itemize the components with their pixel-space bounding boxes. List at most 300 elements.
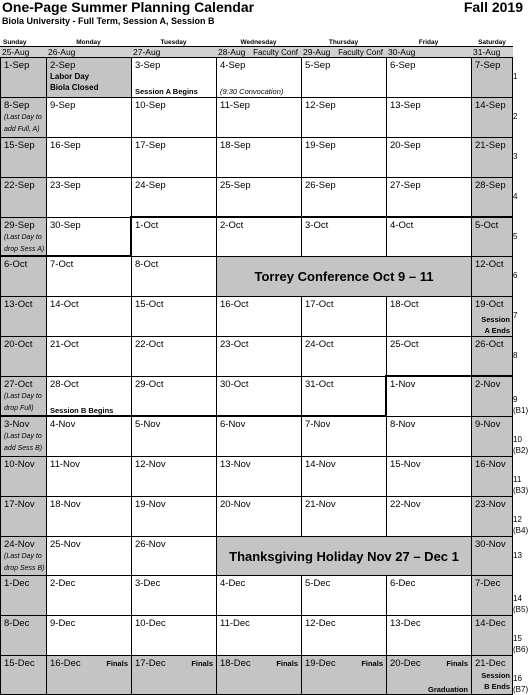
- finals-label: Finals: [191, 659, 213, 668]
- month-divider: [385, 375, 512, 377]
- date-label: 10-Dec: [135, 618, 166, 629]
- date-label: 5-Oct: [475, 220, 499, 231]
- date-label: 20-Sep: [390, 140, 421, 151]
- day-cell: [216, 615, 301, 655]
- day-cell: [471, 177, 513, 217]
- date-label: 6-Sep: [390, 60, 416, 71]
- date-label: 27-Oct: [4, 379, 33, 390]
- day-cell: [301, 177, 386, 217]
- day-cell: [471, 57, 513, 97]
- date-label: 22-Sep: [4, 180, 35, 191]
- week-index: 9: [513, 395, 518, 404]
- day-cell: [0, 137, 46, 177]
- week-number: [513, 673, 528, 695]
- august-date-cell: [216, 46, 301, 57]
- date-label: 20-Oct: [4, 339, 33, 350]
- day-cell: [216, 416, 301, 456]
- date-label: 9-Nov: [475, 419, 501, 430]
- week-index: 13: [513, 551, 522, 560]
- session-b-week: (B4): [513, 526, 529, 535]
- day-cell: [0, 97, 46, 137]
- day-cell: [46, 97, 131, 137]
- day-cell: [386, 416, 471, 456]
- date-label: 15-Dec: [4, 658, 35, 669]
- week-index: 15: [513, 634, 522, 643]
- session-b-week: (B5): [513, 605, 529, 614]
- date-label: 24-Nov: [4, 539, 35, 550]
- day-cell: [471, 137, 513, 177]
- finals-label: Finals: [446, 659, 468, 668]
- day-cell: [131, 456, 216, 496]
- week-index: 7: [513, 311, 518, 320]
- date-label: 31-Aug: [473, 47, 501, 57]
- day-cell: [0, 57, 46, 97]
- weekday-header: Friday: [418, 39, 439, 46]
- date-label: 12-Dec: [305, 618, 336, 629]
- session-end-label: A Ends: [484, 326, 510, 335]
- date-label: 16-Dec: [50, 658, 81, 669]
- day-cell: [386, 336, 471, 376]
- date-label: 20-Nov: [220, 499, 251, 510]
- week-index: 2: [513, 112, 518, 121]
- week-index: 4: [513, 192, 518, 201]
- august-date-cell: [301, 46, 386, 57]
- week-number: [513, 474, 528, 496]
- week-index: 3: [513, 152, 518, 161]
- deadline-note: (Last Day to: [4, 393, 42, 400]
- date-label: 7-Nov: [305, 419, 331, 430]
- deadline-note: (Last Day to: [4, 234, 42, 241]
- date-label: 1-Sep: [4, 60, 30, 71]
- date-label: 8-Sep: [4, 100, 30, 111]
- day-cell: [46, 655, 131, 695]
- day-cell: [46, 256, 131, 296]
- date-label: 1-Dec: [4, 578, 30, 589]
- date-label: 21-Oct: [50, 339, 79, 350]
- week-number: [513, 310, 517, 321]
- week-number: [513, 394, 528, 416]
- date-label: 1-Oct: [135, 220, 159, 231]
- day-cell: [131, 177, 216, 217]
- day-cell: [471, 376, 513, 416]
- day-cell: [46, 615, 131, 655]
- date-label: 25-Sep: [220, 180, 251, 191]
- week-number: [513, 434, 528, 456]
- day-cell: [131, 256, 216, 296]
- deadline-note: drop Sess A): [4, 246, 45, 253]
- weekday-header: Saturday: [478, 39, 506, 46]
- day-cell: [131, 137, 216, 177]
- date-label: 6-Oct: [4, 259, 28, 270]
- august-date-cell: [46, 46, 131, 57]
- day-cell: [471, 296, 513, 336]
- day-cell: [46, 217, 131, 256]
- date-label: 18-Dec: [220, 658, 251, 669]
- faculty-conf-note: Faculty Conf: [338, 48, 383, 57]
- session-start-label: Session A Begins: [135, 87, 198, 96]
- day-cell: [471, 456, 513, 496]
- day-cell: [301, 456, 386, 496]
- date-label: 3-Dec: [135, 578, 161, 589]
- faculty-conf-note: Faculty Conf: [253, 48, 298, 57]
- date-label: 12-Sep: [305, 100, 336, 111]
- date-label: 28-Oct: [50, 379, 79, 390]
- day-cell: [0, 536, 46, 575]
- day-cell: [301, 496, 386, 536]
- day-cell: [131, 575, 216, 615]
- date-label: 30-Aug: [388, 47, 416, 57]
- date-label: 24-Oct: [305, 339, 334, 350]
- date-label: 23-Oct: [220, 339, 249, 350]
- week-index: 12: [513, 515, 522, 524]
- date-label: 10-Sep: [135, 100, 166, 111]
- day-cell: [216, 655, 301, 695]
- date-label: 3-Oct: [305, 220, 329, 231]
- day-cell: [386, 615, 471, 655]
- day-cell: [216, 217, 301, 256]
- date-label: 19-Oct: [475, 299, 504, 310]
- day-cell: [216, 496, 301, 536]
- day-cell: [46, 336, 131, 376]
- day-cell: [0, 456, 46, 496]
- week-index: 14: [513, 594, 522, 603]
- session-b-week: (B2): [513, 446, 529, 455]
- date-label: 11-Sep: [220, 100, 250, 111]
- session-end-label: Session: [481, 671, 510, 680]
- day-cell: [471, 655, 513, 695]
- week-number: [513, 593, 528, 615]
- date-label: 8-Oct: [135, 259, 159, 270]
- date-label: 17-Nov: [4, 499, 35, 510]
- weekday-header: Tuesday: [160, 39, 187, 46]
- date-label: 7-Sep: [475, 60, 501, 71]
- date-label: 18-Nov: [50, 499, 81, 510]
- day-cell: [216, 376, 301, 416]
- day-cell: [386, 655, 471, 695]
- week-number: [513, 514, 528, 536]
- date-label: 16-Oct: [220, 299, 249, 310]
- day-cell: [131, 416, 216, 456]
- week-number: [513, 71, 517, 82]
- august-date-cell: [131, 46, 216, 57]
- date-label: 26-Oct: [475, 339, 504, 350]
- day-cell: [301, 575, 386, 615]
- deadline-note: drop Full): [4, 405, 34, 412]
- term-year: Fall 2019: [463, 0, 523, 15]
- graduation-label: Graduation: [427, 685, 468, 694]
- date-label: 16-Sep: [50, 140, 81, 151]
- day-cell: [46, 177, 131, 217]
- day-cell: [131, 376, 216, 416]
- date-label: 4-Nov: [50, 419, 76, 430]
- finals-label: Finals: [361, 659, 383, 668]
- date-label: 14-Dec: [475, 618, 506, 629]
- closure-label: Biola Closed: [50, 83, 99, 92]
- date-label: 3-Nov: [4, 419, 30, 430]
- day-cell: [386, 496, 471, 536]
- day-cell: [216, 456, 301, 496]
- day-cell: [131, 296, 216, 336]
- week-number: [513, 350, 517, 361]
- day-cell: [386, 177, 471, 217]
- day-cell: [0, 496, 46, 536]
- day-cell: [46, 416, 131, 456]
- date-label: 24-Sep: [135, 180, 166, 191]
- date-label: 29-Sep: [4, 220, 35, 231]
- deadline-note: add Full, A): [4, 126, 40, 133]
- day-cell: [0, 296, 46, 336]
- page-subtitle: Biola University - Full Term, Session A, Session B: [2, 16, 215, 26]
- date-label: 20-Dec: [390, 658, 421, 669]
- date-label: 26-Aug: [48, 47, 76, 57]
- date-label: 28-Sep: [475, 180, 506, 191]
- day-cell: [131, 57, 216, 97]
- day-cell: [216, 296, 301, 336]
- date-label: 14-Nov: [305, 459, 336, 470]
- date-label: 27-Sep: [390, 180, 421, 191]
- date-label: 18-Oct: [390, 299, 419, 310]
- week-index: 16: [513, 674, 522, 683]
- day-cell: [0, 416, 46, 456]
- date-label: 17-Sep: [135, 140, 166, 151]
- day-cell: [0, 376, 46, 416]
- day-cell: [46, 57, 131, 97]
- day-cell: [386, 137, 471, 177]
- session-b-week: (B3): [513, 486, 529, 495]
- date-label: 7-Oct: [50, 259, 74, 270]
- date-label: 26-Nov: [135, 539, 166, 550]
- day-cell: [386, 217, 471, 256]
- date-label: 8-Dec: [4, 618, 30, 629]
- day-cell: [46, 496, 131, 536]
- date-label: 4-Dec: [220, 578, 246, 589]
- day-cell: [131, 217, 216, 256]
- day-cell: [301, 296, 386, 336]
- day-cell: [46, 456, 131, 496]
- date-label: 7-Dec: [475, 578, 501, 589]
- date-label: 19-Dec: [305, 658, 336, 669]
- date-label: 13-Oct: [4, 299, 33, 310]
- week-number: [513, 191, 517, 202]
- day-cell: [46, 137, 131, 177]
- august-date-cell: [471, 46, 513, 57]
- month-divider: [385, 376, 387, 416]
- week-number: [513, 633, 528, 655]
- day-cell: [216, 575, 301, 615]
- week-index: 1: [513, 72, 518, 81]
- day-cell: [131, 496, 216, 536]
- week-index: 11: [513, 475, 522, 484]
- session-b-week: (B1): [513, 406, 529, 415]
- day-cell: [386, 376, 471, 416]
- finals-label: Finals: [276, 659, 298, 668]
- date-label: 30-Sep: [50, 220, 81, 231]
- date-label: 4-Oct: [390, 220, 414, 231]
- date-label: 25-Aug: [2, 47, 30, 57]
- date-label: 13-Sep: [390, 100, 421, 111]
- date-label: 21-Dec: [475, 658, 506, 669]
- day-cell: [0, 575, 46, 615]
- date-label: 21-Sep: [475, 140, 506, 151]
- day-cell: [471, 496, 513, 536]
- day-cell: [131, 536, 216, 575]
- weekday-header: Monday: [76, 39, 101, 46]
- date-label: 3-Sep: [135, 60, 161, 71]
- week-number: [513, 270, 517, 281]
- date-label: 2-Nov: [475, 379, 501, 390]
- week-index: 5: [513, 232, 518, 241]
- date-label: 30-Nov: [475, 539, 506, 550]
- day-cell: [0, 336, 46, 376]
- thanksgiving-banner: Thanksgiving Holiday Nov 27 – Dec 1: [216, 536, 471, 575]
- date-label: 5-Dec: [305, 578, 331, 589]
- date-label: 11-Nov: [50, 459, 80, 470]
- date-label: 5-Nov: [135, 419, 161, 430]
- date-label: 25-Nov: [50, 539, 81, 550]
- week-index: 10: [513, 435, 522, 444]
- day-cell: [471, 416, 513, 456]
- day-cell: [301, 336, 386, 376]
- day-cell: [386, 57, 471, 97]
- date-label: 23-Nov: [475, 499, 506, 510]
- week-number: [513, 550, 522, 561]
- session-end-label: B Ends: [484, 682, 510, 691]
- date-label: 16-Nov: [475, 459, 506, 470]
- day-cell: [386, 296, 471, 336]
- august-date-cell: [0, 46, 46, 57]
- week-number: [513, 111, 517, 122]
- day-cell: [301, 376, 386, 416]
- day-cell: [471, 97, 513, 137]
- day-cell: [216, 177, 301, 217]
- date-label: 15-Sep: [4, 140, 35, 151]
- date-label: 28-Aug: [218, 47, 246, 57]
- date-label: 2-Oct: [220, 220, 244, 231]
- day-cell: [46, 376, 131, 416]
- day-cell: [301, 655, 386, 695]
- day-cell: [0, 177, 46, 217]
- deadline-note: (Last Day to: [4, 433, 42, 440]
- month-divider: [0, 415, 386, 417]
- week-number: [513, 151, 517, 162]
- date-label: 11-Dec: [220, 618, 250, 629]
- day-cell: [131, 97, 216, 137]
- date-label: 1-Nov: [390, 379, 416, 390]
- week-index: 6: [513, 271, 518, 280]
- holiday-label: Labor Day: [50, 72, 90, 81]
- weekday-header: Wednesday: [240, 39, 277, 46]
- date-label: 21-Nov: [305, 499, 336, 510]
- weekday-header: Sunday: [3, 39, 27, 46]
- date-label: 30-Oct: [220, 379, 249, 390]
- day-cell: [471, 615, 513, 655]
- day-cell: [216, 97, 301, 137]
- date-label: 15-Oct: [135, 299, 164, 310]
- day-cell: [46, 575, 131, 615]
- date-label: 18-Sep: [220, 140, 251, 151]
- deadline-note: add Sess B): [4, 445, 43, 452]
- torrey-conference-banner: Torrey Conference Oct 9 – 11: [216, 256, 471, 296]
- month-divider: [130, 216, 512, 218]
- day-cell: [386, 97, 471, 137]
- session-end-label: Session: [481, 315, 510, 324]
- session-start-label: Session B Begins: [50, 406, 114, 415]
- date-label: 9-Sep: [50, 100, 76, 111]
- date-label: 14-Oct: [50, 299, 79, 310]
- date-label: 29-Oct: [135, 379, 164, 390]
- date-label: 14-Sep: [475, 100, 506, 111]
- session-b-week: (B7): [513, 685, 529, 694]
- day-cell: [0, 217, 46, 256]
- day-cell: [386, 575, 471, 615]
- august-date-cell: [386, 46, 471, 57]
- date-label: 2-Dec: [50, 578, 76, 589]
- day-cell: [216, 137, 301, 177]
- page-title: One-Page Summer Planning Calendar: [2, 0, 255, 15]
- date-label: 15-Nov: [390, 459, 421, 470]
- date-label: 6-Nov: [220, 419, 246, 430]
- day-cell: [46, 296, 131, 336]
- day-cell: [0, 256, 46, 296]
- date-label: 9-Dec: [50, 618, 76, 629]
- date-label: 2-Sep: [50, 60, 76, 71]
- date-label: 5-Sep: [305, 60, 331, 71]
- date-label: 31-Oct: [305, 379, 334, 390]
- date-label: 27-Aug: [133, 47, 161, 57]
- date-label: 12-Nov: [135, 459, 166, 470]
- day-cell: [386, 456, 471, 496]
- convocation-note: (9:30 Convocation): [220, 87, 284, 96]
- week-number: [513, 231, 517, 242]
- day-cell: [131, 655, 216, 695]
- day-cell: [301, 97, 386, 137]
- finals-label: Finals: [106, 659, 128, 668]
- date-label: 19-Nov: [135, 499, 166, 510]
- day-cell: [301, 416, 386, 456]
- date-label: 10-Nov: [4, 459, 35, 470]
- date-label: 4-Sep: [220, 60, 246, 71]
- deadline-note: (Last Day to: [4, 114, 42, 121]
- day-cell: [131, 615, 216, 655]
- deadline-note: drop Sess B): [4, 565, 45, 572]
- day-cell: [131, 336, 216, 376]
- date-label: 19-Sep: [305, 140, 336, 151]
- month-divider: [0, 255, 131, 257]
- date-label: 25-Oct: [390, 339, 419, 350]
- date-label: 17-Dec: [135, 658, 166, 669]
- date-label: 22-Oct: [135, 339, 164, 350]
- day-cell: [471, 536, 513, 575]
- date-label: 12-Oct: [475, 259, 504, 270]
- day-cell: [301, 217, 386, 256]
- deadline-note: (Last Day to: [4, 553, 42, 560]
- day-cell: [471, 217, 513, 256]
- date-label: 29-Aug: [303, 47, 331, 57]
- date-label: 22-Nov: [390, 499, 421, 510]
- date-label: 13-Nov: [220, 459, 251, 470]
- day-cell: [0, 655, 46, 695]
- date-label: 17-Oct: [305, 299, 334, 310]
- day-cell: [216, 57, 301, 97]
- day-cell: [471, 256, 513, 296]
- day-cell: [0, 615, 46, 655]
- weekday-header: Thursday: [328, 39, 359, 46]
- day-cell: [301, 57, 386, 97]
- date-label: 8-Nov: [390, 419, 416, 430]
- day-cell: [301, 137, 386, 177]
- day-cell: [301, 615, 386, 655]
- day-cell: [46, 536, 131, 575]
